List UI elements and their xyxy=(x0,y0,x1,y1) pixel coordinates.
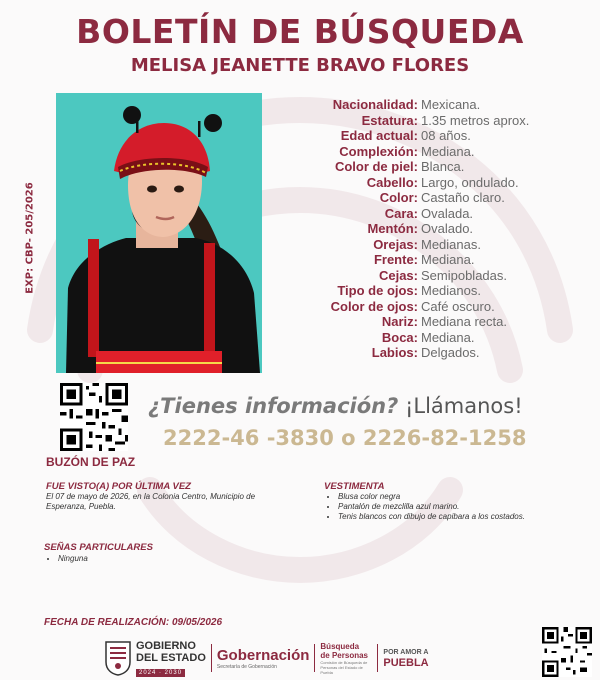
attribute-value: Medianos. xyxy=(421,283,481,298)
attribute-row xyxy=(290,97,529,113)
attribute-row xyxy=(290,221,529,237)
attribute-value: Largo, ondulado. xyxy=(421,174,519,190)
missing-person-name: MELISA JEANETTE BRAVO FLORES xyxy=(130,55,470,76)
attribute-label: Color: xyxy=(379,190,418,205)
attribute-label: Color de ojos: xyxy=(330,298,418,314)
distinguishing-marks-list xyxy=(46,554,88,564)
list-item: • Pantalón de mezclilla azul marino. xyxy=(338,502,548,512)
missing-person-photo xyxy=(56,93,262,373)
por-amor-a-puebla-logo xyxy=(383,647,428,669)
question-text: ¿Tienes información? xyxy=(148,394,399,418)
attribute-label: Boca: xyxy=(381,329,418,345)
attribute-label: Frente: xyxy=(373,252,418,267)
attribute-value: 1.35 metros aprox. xyxy=(421,112,530,128)
busqueda-logo xyxy=(320,642,372,675)
attribute-row xyxy=(290,345,529,361)
attribute-value: Mediana. xyxy=(421,329,475,345)
attribute-label: Complexión: xyxy=(339,143,418,159)
attribute-row xyxy=(290,330,529,346)
attribute-value: Café oscuro. xyxy=(421,298,495,314)
attribute-value: Mediana recta. xyxy=(421,314,507,329)
issue-date: FECHA DE REALIZACIÓN: 09/05/2026 xyxy=(44,617,223,628)
attribute-row xyxy=(290,128,529,144)
contact-phone-numbers[interactable]: 2222-46 -3830 o 2226-82-1258 xyxy=(163,426,527,450)
attribute-row xyxy=(290,175,529,191)
distinguishing-marks-title: SEÑAS PARTICULARES xyxy=(44,542,153,553)
list-item: • Tenis blancos con dibujo de capibara a los costados. xyxy=(338,512,548,522)
attribute-value: Ovalada. xyxy=(421,205,474,221)
attribute-label: Cejas: xyxy=(378,267,418,283)
logo-divider xyxy=(211,644,212,672)
gobierno-line-2: DEL ESTADO xyxy=(136,651,206,664)
attribute-value: Semipobladas. xyxy=(421,267,507,283)
attribute-row xyxy=(290,190,529,206)
bulletin-title: BOLETÍN DE BÚSQUEDA xyxy=(76,12,524,51)
last-seen-text: El 07 de mayo de 2026, en la Colonia Centro, Municipio de Esperanza, Puebla. xyxy=(46,492,256,511)
attribute-label: Mentón: xyxy=(367,221,418,236)
logo-divider xyxy=(377,644,378,672)
attribute-label: Color de piel: xyxy=(334,159,418,174)
attribute-row xyxy=(290,144,529,160)
attribute-row xyxy=(290,299,529,315)
puebla-line-2: PUEBLA xyxy=(383,657,429,669)
attribute-row xyxy=(290,252,529,268)
puebla-line-1: POR AMOR A xyxy=(383,649,429,656)
gobernacion-name: Gobernación xyxy=(216,646,310,664)
attribute-row xyxy=(290,113,529,129)
clothing-list xyxy=(326,492,548,522)
attribute-value: Ovalado. xyxy=(421,221,474,236)
attribute-label: Cara: xyxy=(384,205,418,221)
attribute-label: Orejas: xyxy=(373,236,418,252)
gobernacion-logo xyxy=(217,647,310,670)
attribute-label: Tipo de ojos: xyxy=(337,283,418,298)
gobernacion-subtitle: Secretaría de Gobernación xyxy=(216,663,277,670)
list-item: • Blusa color negra xyxy=(338,492,548,502)
attribute-row xyxy=(290,206,529,222)
attribute-value: Mediana. xyxy=(421,252,475,267)
attribute-value: Blanca. xyxy=(421,159,465,174)
attribute-value: Castaño claro. xyxy=(421,190,505,205)
attribute-label: Nariz: xyxy=(381,314,418,329)
busqueda-line-2: de Personas xyxy=(320,650,368,660)
info-question xyxy=(148,394,523,418)
state-seal-icon xyxy=(104,640,132,676)
attribute-value: Medianas. xyxy=(421,236,481,252)
call-text: ¡Llámanos! xyxy=(404,394,523,418)
footer-qr-code[interactable] xyxy=(542,627,592,677)
gobierno-line-1: GOBIERNO xyxy=(136,639,196,652)
footer-logos xyxy=(104,638,429,678)
attribute-value: 08 años. xyxy=(421,128,471,143)
attribute-label: Cabello: xyxy=(366,174,418,190)
attribute-row xyxy=(290,237,529,253)
busqueda-line-1: Búsqueda xyxy=(320,641,360,651)
physical-description-list xyxy=(290,97,529,361)
gobierno-years: 2024 · 2030 xyxy=(136,669,185,677)
attribute-label: Edad actual: xyxy=(340,128,418,143)
busqueda-subtitle: Comisión de Búsqueda de Personas del Estado de Puebla xyxy=(320,659,368,675)
attribute-value: Mexicana. xyxy=(421,97,481,112)
gobierno-logo xyxy=(136,640,206,677)
attribute-value: Delgados. xyxy=(421,345,480,360)
buzon-qr-code[interactable] xyxy=(60,383,128,451)
list-item: • Ninguna xyxy=(58,554,88,564)
attribute-label: Labios: xyxy=(371,345,418,360)
buzon-de-paz-label: BUZÓN DE PAZ xyxy=(46,455,136,469)
last-seen-title: FUE VISTO(A) POR ÚLTIMA VEZ xyxy=(46,481,191,492)
attribute-row xyxy=(290,159,529,175)
attribute-label: Nacionalidad: xyxy=(332,97,418,112)
attribute-row xyxy=(290,268,529,284)
attribute-row xyxy=(290,283,529,299)
attribute-value: Mediana. xyxy=(421,143,475,159)
clothing-title: VESTIMENTA xyxy=(324,481,385,492)
attribute-row xyxy=(290,314,529,330)
case-file-number: EXP: CBP- 205/2026 xyxy=(24,182,36,294)
attribute-label: Estatura: xyxy=(361,112,418,128)
logo-divider xyxy=(314,644,315,672)
